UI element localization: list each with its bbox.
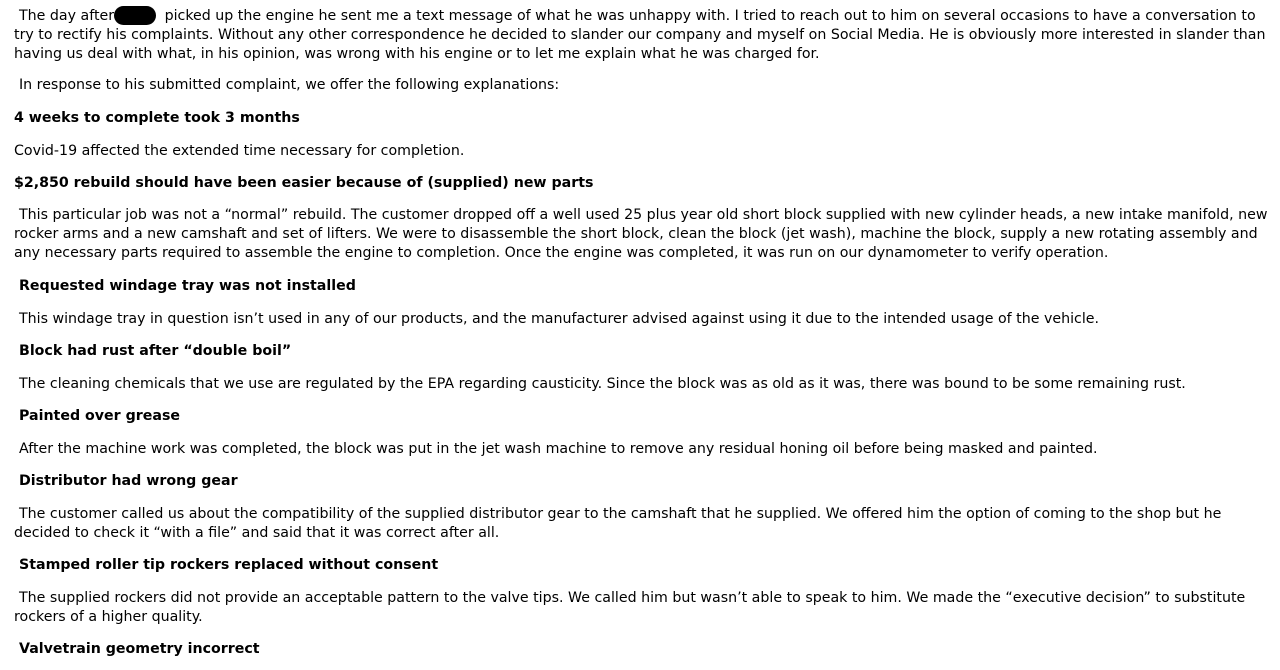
- section-body: After the machine work was completed, the block was put in the jet wash machine to remove any residual honing oil before being masked and painted.: [19, 441, 1098, 457]
- section-heading: Stamped roller tip rockers replaced without consent: [19, 557, 439, 573]
- section-body: The cleaning chemicals that we use are regulated by the EPA regarding causticity. Since the block was as old as it was, there was bound to be some remaining rust.: [19, 376, 1186, 392]
- section-body: This particular job was not a “normal” rebuild. The customer dropped off a well used 25 plus year old short block supplied with new cylinder heads, a new intake manifold, new rocker arms and a new camshaft and set of lifters. We were to disassemble the short block, clean the block (jet wash), machine the block, supply a new rotating assembly and any necessary parts required to assemble the engine to completion. Once the engine was completed, it was run on our dynamometer to verify operation.: [14, 207, 1268, 261]
- intro-text-end: picked up the engine he sent me a text message of what he was unhappy with. I tried to reach out to him on several occasions to have a conversation to try to rectify his complaints. Without any other correspondence he decided to slander our company and myself on Social Media. He is obviously more interested in slander than having us deal with what, in his opinion, was wrong with his engine or to let me explain what he was charged for.: [14, 8, 1266, 62]
- section-heading: Requested windage tray was not installed: [19, 278, 356, 294]
- section-heading: $2,850 rebuild should have been easier because of (supplied) new parts: [14, 175, 594, 191]
- section-body: Covid-19 affected the extended time necessary for completion.: [14, 143, 465, 159]
- section-heading: Painted over grease: [19, 408, 181, 424]
- section-heading: Distributor had wrong gear: [19, 473, 238, 489]
- redaction-mark: [114, 6, 156, 25]
- section-body: This windage tray in question isn’t used in any of our products, and the manufacturer advised against using it due to the intended usage of the vehicle.: [19, 311, 1100, 327]
- section-body: The supplied rockers did not provide an acceptable pattern to the valve tips. We called him but wasn’t able to speak to him. We made the “executive decision” to substitute rockers of a higher quality.: [14, 590, 1246, 625]
- section-heading: Block had rust after “double boil”: [19, 343, 292, 359]
- section-body: The customer called us about the compatibility of the supplied distributor gear to the camshaft that he supplied. We offered him the option of coming to the shop but he decided to check it “with a file” and said that it was correct after all.: [14, 506, 1222, 541]
- intro-text-start: The day after: [19, 8, 115, 24]
- section-heading: 4 weeks to complete took 3 months: [14, 110, 300, 126]
- intro-paragraph: [14, 6, 1268, 64]
- section-heading: Valvetrain geometry incorrect: [19, 641, 260, 657]
- response-paragraph: In response to his submitted complaint, we offer the following explanations:: [19, 77, 560, 93]
